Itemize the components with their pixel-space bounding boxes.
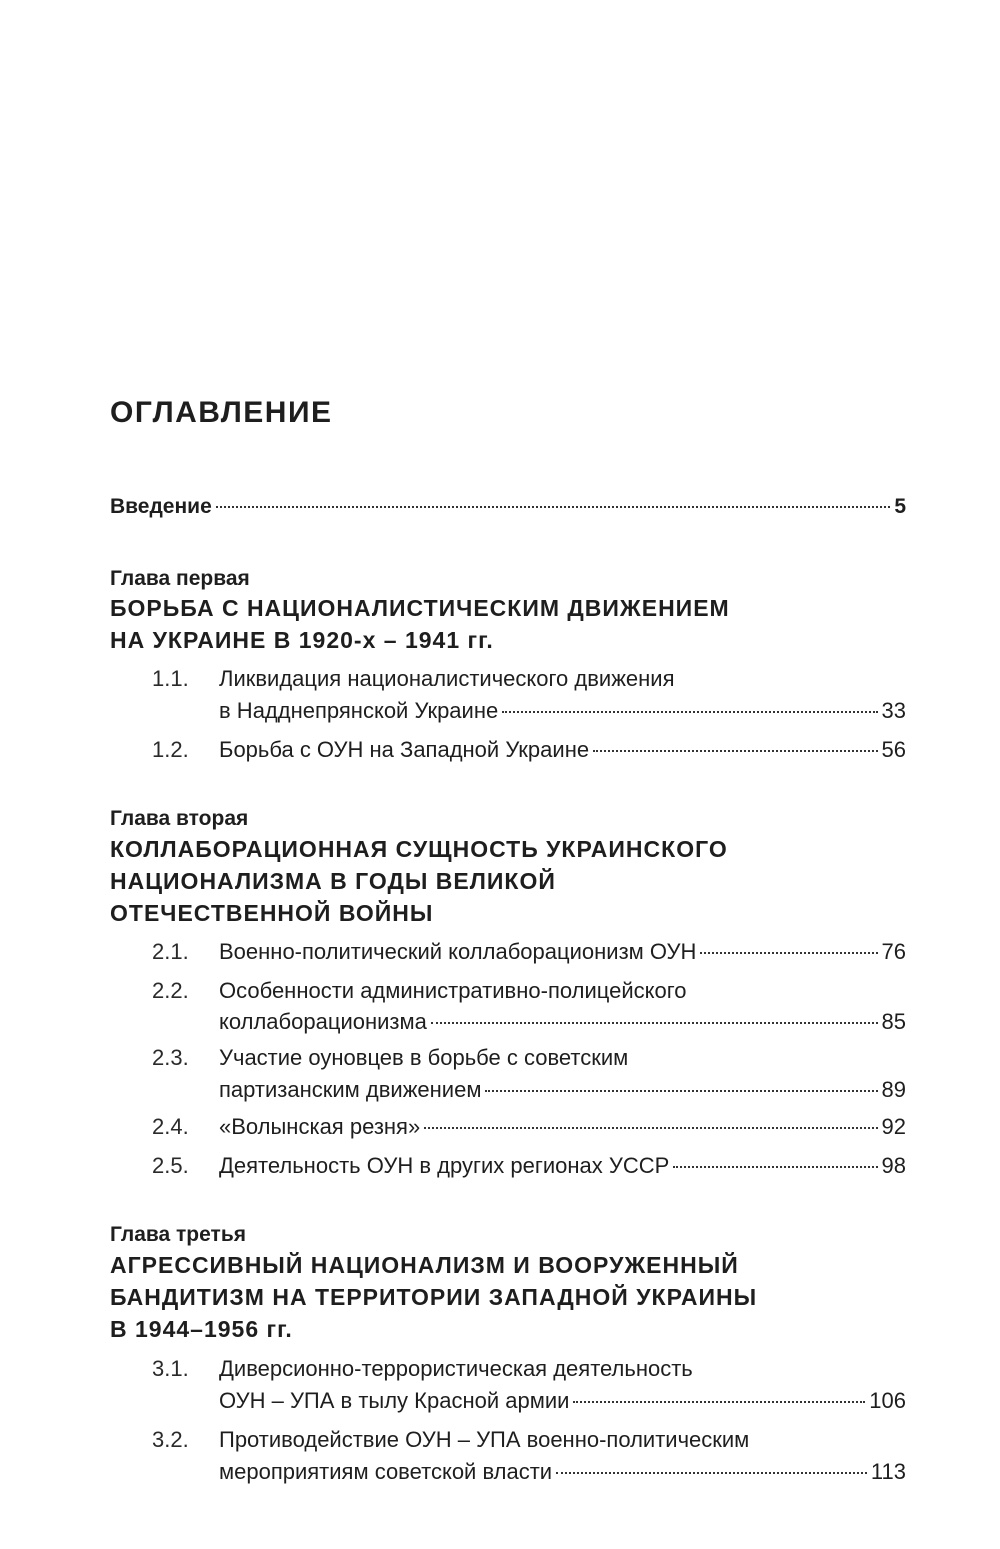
section-number: 2.2. xyxy=(152,978,189,1003)
chapter-title-line: АГРЕССИВНЫЙ НАЦИОНАЛИЗМ И ВООРУЖЕННЫЙ xyxy=(110,1252,739,1278)
section-number: 1.1. xyxy=(152,666,189,691)
chapter-title-line: НА УКРАИНЕ В 1920-х – 1941 гг. xyxy=(110,627,494,653)
entry-last-line xyxy=(219,1007,906,1037)
page-number: 56 xyxy=(881,737,906,762)
chapter-title-line: В 1944–1956 гг. xyxy=(110,1316,293,1342)
entry-title-continued: коллаборационизма xyxy=(219,1009,427,1034)
page-title: ОГЛАВЛЕНИЕ xyxy=(110,396,333,429)
dot-leader xyxy=(673,1166,877,1168)
entry-title-continued: в Надднепрянской Украине xyxy=(219,698,499,723)
chapter-title xyxy=(110,1249,757,1345)
dot-leader xyxy=(593,750,877,752)
chapter-title-line: ОТЕЧЕСТВЕННОЙ ВОЙНЫ xyxy=(110,900,434,926)
page-number: 98 xyxy=(881,1153,906,1178)
chapter-title-line: НАЦИОНАЛИЗМА В ГОДЫ ВЕЛИКОЙ xyxy=(110,868,556,894)
entry-title-continued: партизанским движением xyxy=(219,1077,482,1102)
chapter-label: Глава вторая xyxy=(110,807,249,830)
entry-title: Введение xyxy=(110,495,212,518)
entry-last-line xyxy=(219,735,906,765)
dot-leader xyxy=(424,1127,877,1129)
section-number: 1.2. xyxy=(152,737,189,762)
entry-title: Ликвидация националистического движения xyxy=(219,666,675,691)
section-number: 2.5. xyxy=(152,1153,189,1178)
entry-title: Противодействие ОУН – УПА военно-политическим xyxy=(219,1427,750,1452)
entry-title: Участие оуновцев в борьбе с советским xyxy=(219,1045,629,1070)
dot-leader xyxy=(556,1472,867,1474)
chapter-label: Глава первая xyxy=(110,567,250,590)
entry-title: Деятельность ОУН в других регионах УССР xyxy=(219,1153,670,1178)
page-number: 76 xyxy=(881,939,906,964)
entry-title: Диверсионно-террористическая деятельность xyxy=(219,1356,693,1381)
chapter-title xyxy=(110,592,730,656)
entry-title: Особенности административно-полицейского xyxy=(219,978,687,1003)
section-number: 3.2. xyxy=(152,1427,189,1452)
section-number: 2.1. xyxy=(152,939,189,964)
entry-last-line xyxy=(219,1386,906,1416)
entry-last-line xyxy=(219,1112,906,1142)
page-number: 33 xyxy=(881,698,906,723)
chapter-title xyxy=(110,833,728,929)
page-number: 5 xyxy=(894,495,906,518)
page-number: 85 xyxy=(881,1009,906,1034)
dot-leader xyxy=(216,506,891,508)
entry-title: «Волынская резня» xyxy=(219,1114,421,1139)
page-number: 89 xyxy=(881,1077,906,1102)
section-number: 2.4. xyxy=(152,1114,189,1139)
entry-title: Борьба с ОУН на Западной Украине xyxy=(219,737,590,762)
entry-last-line xyxy=(219,1457,906,1487)
entry-title-continued: мероприятиям советской власти xyxy=(219,1459,553,1484)
dot-leader xyxy=(573,1401,865,1403)
dot-leader xyxy=(485,1090,877,1092)
page-number: 106 xyxy=(869,1388,906,1413)
entry-title-continued: ОУН – УПА в тылу Красной армии xyxy=(219,1388,570,1413)
chapter-title-line: КОЛЛАБОРАЦИОННАЯ СУЩНОСТЬ УКРАИНСКОГО xyxy=(110,836,728,862)
section-number: 3.1. xyxy=(152,1356,189,1381)
page-number: 113 xyxy=(870,1459,906,1484)
chapter-title-line: БОРЬБА С НАЦИОНАЛИСТИЧЕСКИМ ДВИЖЕНИЕМ xyxy=(110,595,730,621)
page-number: 92 xyxy=(881,1114,906,1139)
dot-leader xyxy=(431,1022,878,1024)
dot-leader xyxy=(502,711,877,713)
entry-last-line xyxy=(219,937,906,967)
chapter-title-line: БАНДИТИЗМ НА ТЕРРИТОРИИ ЗАПАДНОЙ УКРАИНЫ xyxy=(110,1284,758,1310)
section-number: 2.3. xyxy=(152,1045,189,1070)
dot-leader xyxy=(700,952,877,954)
entry-last-line xyxy=(219,696,906,726)
toc-entry-introduction[interactable] xyxy=(110,492,906,522)
chapter-label: Глава третья xyxy=(110,1223,246,1246)
entry-title: Военно-политический коллаборационизм ОУН xyxy=(219,939,697,964)
entry-last-line xyxy=(219,1151,906,1181)
entry-last-line xyxy=(219,1075,906,1105)
